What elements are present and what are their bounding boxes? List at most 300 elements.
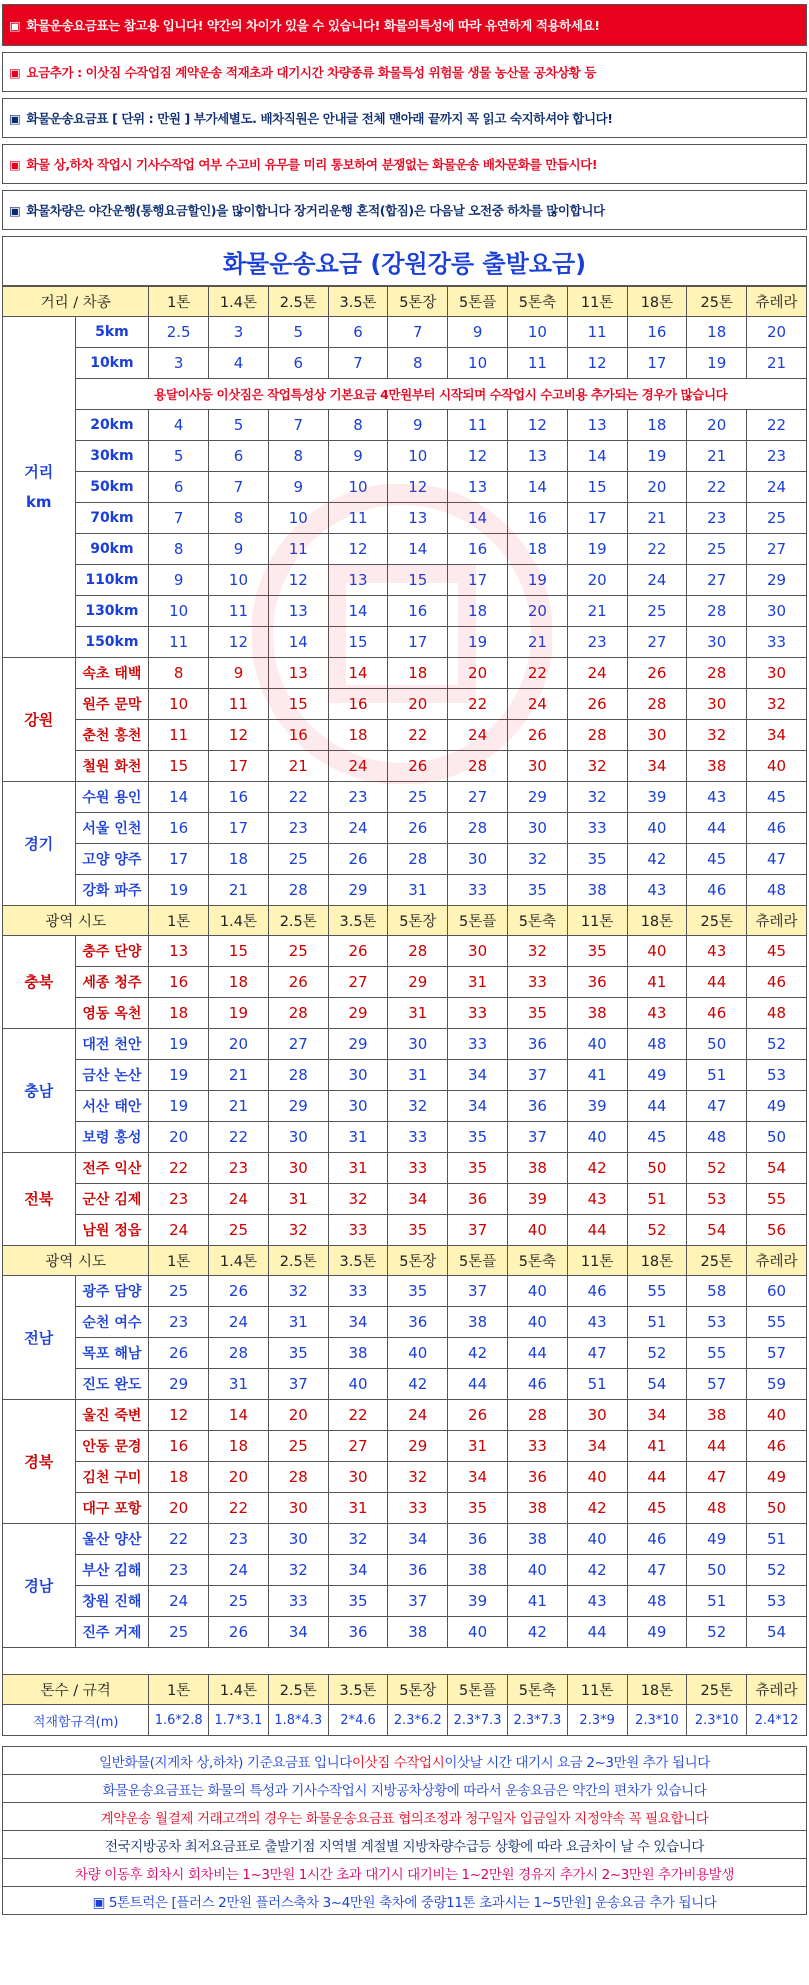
rate-cell: 4 <box>149 410 209 441</box>
rate-cell: 16 <box>149 967 209 998</box>
row-label: 창원 진해 <box>75 1586 149 1617</box>
dimension-cell: 1.7*3.1 <box>209 1705 269 1736</box>
vehicle-type-header: 1.4톤 <box>209 1675 269 1705</box>
rate-cell: 15 <box>149 751 209 782</box>
rate-cell: 35 <box>567 936 627 967</box>
rate-cell: 21 <box>507 627 567 658</box>
rate-cell: 13 <box>448 472 508 503</box>
rate-cell: 54 <box>747 1617 807 1648</box>
rate-cell: 27 <box>328 967 388 998</box>
rate-cell: 30 <box>328 1462 388 1493</box>
rate-cell: 32 <box>507 844 567 875</box>
rate-cell: 33 <box>747 627 807 658</box>
vehicle-type-header: 11톤 <box>567 1246 627 1276</box>
rate-cell: 18 <box>448 596 508 627</box>
rate-cell: 49 <box>687 1524 747 1555</box>
rate-cell: 31 <box>388 998 448 1029</box>
rate-cell: 23 <box>149 1184 209 1215</box>
rate-cell: 32 <box>687 720 747 751</box>
footer-text: 이삿날 시간 대기시 요금 2~3만원 추가 됩니다 <box>444 1754 710 1771</box>
rate-cell: 16 <box>328 689 388 720</box>
table-row <box>3 1276 807 1307</box>
rate-cell: 57 <box>687 1369 747 1400</box>
rate-cell: 38 <box>687 751 747 782</box>
rate-cell: 41 <box>627 1431 687 1462</box>
row-label: 대전 천안 <box>75 1029 149 1060</box>
row-label: 영동 옥천 <box>75 998 149 1029</box>
rate-cell: 28 <box>268 1060 328 1091</box>
rate-cell: 25 <box>268 1431 328 1462</box>
rate-cell: 46 <box>507 1369 567 1400</box>
row-label: 대구 포항 <box>75 1493 149 1524</box>
rate-cell: 4 <box>209 348 269 379</box>
rate-cell: 34 <box>388 1524 448 1555</box>
rate-cell: 16 <box>268 720 328 751</box>
rate-cell: 40 <box>507 1555 567 1586</box>
rate-cell: 22 <box>388 720 448 751</box>
table-row <box>3 534 807 565</box>
rate-cell: 50 <box>747 1122 807 1153</box>
rate-cell: 37 <box>507 1060 567 1091</box>
rate-cell: 15 <box>567 472 627 503</box>
row-label: 군산 김제 <box>75 1184 149 1215</box>
rate-cell: 35 <box>567 844 627 875</box>
rate-cell: 33 <box>388 1493 448 1524</box>
dimension-row <box>3 1705 807 1736</box>
rate-cell: 47 <box>567 1338 627 1369</box>
rate-cell: 13 <box>507 441 567 472</box>
rate-cell: 42 <box>448 1338 508 1369</box>
rate-cell: 26 <box>567 689 627 720</box>
rate-cell: 32 <box>507 936 567 967</box>
dimension-cell: 2.3*7.3 <box>507 1705 567 1736</box>
rate-cell: 20 <box>268 1400 328 1431</box>
rate-cell: 23 <box>268 813 328 844</box>
vehicle-type-header: 25톤 <box>687 1675 747 1705</box>
rate-cell: 45 <box>747 782 807 813</box>
rate-cell: 28 <box>268 998 328 1029</box>
rate-cell: 22 <box>687 472 747 503</box>
rate-cell: 44 <box>507 1338 567 1369</box>
vehicle-type-header: 25톤 <box>687 1246 747 1276</box>
rate-cell: 45 <box>627 1122 687 1153</box>
rate-cell: 30 <box>627 720 687 751</box>
rate-cell: 39 <box>567 1091 627 1122</box>
rate-cell: 9 <box>149 565 209 596</box>
rate-cell: 34 <box>567 1431 627 1462</box>
rate-cell: 46 <box>747 967 807 998</box>
rate-cell: 37 <box>268 1369 328 1400</box>
rate-cell: 30 <box>268 1153 328 1184</box>
table-row <box>3 875 807 906</box>
rate-cell: 29 <box>268 1091 328 1122</box>
table-row <box>3 1215 807 1246</box>
rate-cell: 33 <box>328 1215 388 1246</box>
rate-cell: 11 <box>328 503 388 534</box>
rate-cell: 26 <box>209 1276 269 1307</box>
header-first-cell: 거리 / 차종 <box>3 287 149 317</box>
row-label: 서울 인천 <box>75 813 149 844</box>
top-notices <box>2 4 807 230</box>
rate-cell: 11 <box>209 689 269 720</box>
rate-cell: 53 <box>687 1184 747 1215</box>
rate-cell: 23 <box>209 1153 269 1184</box>
rate-cell: 38 <box>328 1338 388 1369</box>
rate-cell: 43 <box>687 782 747 813</box>
rate-cell: 45 <box>627 1493 687 1524</box>
rate-cell: 20 <box>209 1029 269 1060</box>
vehicle-type-header: 3.5톤 <box>328 906 388 936</box>
rate-cell: 36 <box>507 1091 567 1122</box>
footer-line <box>2 1746 807 1775</box>
rate-cell: 33 <box>448 1029 508 1060</box>
table-row <box>3 1431 807 1462</box>
rate-cell: 53 <box>747 1586 807 1617</box>
dimension-cell: 2.3*10 <box>687 1705 747 1736</box>
row-label: 광주 담양 <box>75 1276 149 1307</box>
row-label: 남원 정읍 <box>75 1215 149 1246</box>
vehicle-type-header: 5톤플 <box>448 1246 508 1276</box>
rate-cell: 17 <box>149 844 209 875</box>
vehicle-type-header: 5톤축 <box>507 1675 567 1705</box>
rate-cell: 28 <box>687 658 747 689</box>
rate-cell: 16 <box>388 596 448 627</box>
rate-cell: 26 <box>328 936 388 967</box>
rate-cell: 27 <box>448 782 508 813</box>
row-label: 울산 양산 <box>75 1524 149 1555</box>
rate-cell: 32 <box>328 1524 388 1555</box>
rate-cell: 46 <box>687 998 747 1029</box>
rate-cell: 42 <box>507 1617 567 1648</box>
footer-text: 전국지방공차 최저요금표로 출발기점 지역별 계절별 지방차량수급등 상황에 따라 요금차이 날 수 있습니다 <box>104 1838 704 1855</box>
vehicle-type-header: 2.5톤 <box>268 906 328 936</box>
rate-cell: 24 <box>328 751 388 782</box>
footer-text: 일반화물(지게차 상,하차) 기준요금표 입니다 <box>99 1754 352 1771</box>
notice-text: 화물차량은 야간운행(통행요금할인)을 많이합니다 장거리운행 혼적(합짐)은 다음날 오전중 하차를 많이합니다 <box>26 203 605 218</box>
rate-cell: 29 <box>328 998 388 1029</box>
rate-cell: 56 <box>747 1215 807 1246</box>
rate-cell: 8 <box>149 658 209 689</box>
rate-cell: 31 <box>209 1369 269 1400</box>
footer-line <box>2 1886 807 1915</box>
rate-cell: 32 <box>268 1276 328 1307</box>
rate-cell: 10 <box>448 348 508 379</box>
rate-cell: 42 <box>388 1369 448 1400</box>
rate-cell: 26 <box>448 1400 508 1431</box>
rate-cell: 44 <box>567 1617 627 1648</box>
rate-cell: 49 <box>747 1462 807 1493</box>
rate-cell: 13 <box>268 658 328 689</box>
rate-cell: 32 <box>268 1555 328 1586</box>
header-first-cell: 톤수 / 규격 <box>3 1675 149 1705</box>
rate-cell: 34 <box>328 1555 388 1586</box>
table-row <box>3 1555 807 1586</box>
rate-cell: 12 <box>507 410 567 441</box>
dimension-cell: 2.3*6.2 <box>388 1705 448 1736</box>
rate-cell: 16 <box>209 782 269 813</box>
rate-cell: 45 <box>747 936 807 967</box>
vehicle-type-header: 25톤 <box>687 906 747 936</box>
page-title: 화물운송요금 (강원강릉 출발요금) <box>2 236 807 286</box>
rate-cell: 14 <box>507 472 567 503</box>
rate-cell: 9 <box>268 472 328 503</box>
rate-cell: 10 <box>149 596 209 627</box>
rate-cell: 40 <box>448 1617 508 1648</box>
rate-cell: 18 <box>328 720 388 751</box>
rate-cell: 22 <box>747 410 807 441</box>
rate-cell: 34 <box>448 1462 508 1493</box>
dimension-cell: 2.3*9 <box>567 1705 627 1736</box>
rate-cell: 30 <box>448 936 508 967</box>
rate-cell: 29 <box>388 967 448 998</box>
row-label: 금산 논산 <box>75 1060 149 1091</box>
rate-cell: 23 <box>149 1555 209 1586</box>
rate-cell: 41 <box>507 1586 567 1617</box>
rate-cell: 52 <box>747 1555 807 1586</box>
rate-cell: 33 <box>388 1153 448 1184</box>
rate-cell: 54 <box>747 1153 807 1184</box>
vehicle-type-header: 3.5톤 <box>328 1675 388 1705</box>
rate-cell: 25 <box>268 844 328 875</box>
rate-cell: 37 <box>507 1122 567 1153</box>
rate-cell: 31 <box>268 1184 328 1215</box>
rate-cell: 23 <box>747 441 807 472</box>
row-label: 진주 거제 <box>75 1617 149 1648</box>
rate-cell: 43 <box>567 1184 627 1215</box>
rate-cell: 17 <box>209 813 269 844</box>
rate-cell: 31 <box>328 1153 388 1184</box>
table-row <box>3 1462 807 1493</box>
table-row <box>3 503 807 534</box>
distance-group-label <box>3 317 76 658</box>
distance-unit-label: km <box>25 493 52 511</box>
rate-cell: 14 <box>448 503 508 534</box>
rate-cell: 43 <box>627 875 687 906</box>
vehicle-type-header: 5톤플 <box>448 1675 508 1705</box>
rate-cell: 26 <box>388 751 448 782</box>
rate-cell: 21 <box>209 875 269 906</box>
table-row <box>3 348 807 379</box>
rate-cell: 28 <box>268 875 328 906</box>
dimension-cell: 2*4.6 <box>328 1705 388 1736</box>
table-row <box>3 1493 807 1524</box>
rate-cell: 21 <box>268 751 328 782</box>
rate-cell: 38 <box>507 1153 567 1184</box>
rate-cell: 8 <box>388 348 448 379</box>
rate-cell: 52 <box>747 1029 807 1060</box>
rate-cell: 46 <box>747 1431 807 1462</box>
rate-cell: 31 <box>388 1060 448 1091</box>
rate-table <box>2 286 807 1736</box>
rate-cell: 24 <box>149 1215 209 1246</box>
rate-cell: 38 <box>507 1493 567 1524</box>
rate-cell: 52 <box>687 1617 747 1648</box>
rate-cell: 6 <box>268 348 328 379</box>
spec-header-row <box>3 1675 807 1705</box>
rate-cell: 36 <box>388 1555 448 1586</box>
rate-cell: 17 <box>388 627 448 658</box>
table-row <box>3 936 807 967</box>
rate-cell: 38 <box>567 998 627 1029</box>
rate-cell: 11 <box>149 627 209 658</box>
rate-cell: 16 <box>627 317 687 348</box>
rate-cell: 55 <box>747 1184 807 1215</box>
spacer-cell <box>3 1648 807 1675</box>
rate-cell: 55 <box>747 1307 807 1338</box>
rate-cell: 49 <box>627 1617 687 1648</box>
rate-cell: 25 <box>687 534 747 565</box>
rate-cell: 42 <box>627 844 687 875</box>
rate-cell: 30 <box>507 751 567 782</box>
rate-cell: 33 <box>507 1431 567 1462</box>
rate-cell: 33 <box>507 967 567 998</box>
region-label: 충남 <box>3 1029 76 1153</box>
table-row <box>3 1060 807 1091</box>
rate-cell: 14 <box>209 1400 269 1431</box>
rate-cell: 40 <box>328 1369 388 1400</box>
vehicle-type-header: 1톤 <box>149 1246 209 1276</box>
table-row <box>3 472 807 503</box>
rate-cell: 60 <box>747 1276 807 1307</box>
rate-cell: 6 <box>209 441 269 472</box>
rate-cell: 15 <box>268 689 328 720</box>
row-label: 110km <box>75 565 149 596</box>
rate-cell: 20 <box>149 1122 209 1153</box>
rate-cell: 23 <box>209 1524 269 1555</box>
rate-cell: 26 <box>627 658 687 689</box>
row-label: 50km <box>75 472 149 503</box>
row-label: 70km <box>75 503 149 534</box>
rate-cell: 34 <box>627 751 687 782</box>
rate-cell: 27 <box>328 1431 388 1462</box>
table-row <box>3 658 807 689</box>
rate-cell: 14 <box>388 534 448 565</box>
footer-notes <box>2 1746 807 1915</box>
footer-line <box>2 1830 807 1859</box>
rate-cell: 26 <box>507 720 567 751</box>
rate-cell: 34 <box>627 1400 687 1431</box>
rate-cell: 14 <box>149 782 209 813</box>
table-row <box>3 1091 807 1122</box>
rate-cell: 28 <box>268 1462 328 1493</box>
rate-cell: 28 <box>627 689 687 720</box>
rate-cell: 42 <box>567 1555 627 1586</box>
rate-cell: 18 <box>507 534 567 565</box>
rate-cell: 38 <box>687 1400 747 1431</box>
rate-cell: 26 <box>328 844 388 875</box>
table-row <box>3 1586 807 1617</box>
row-label: 보령 홍성 <box>75 1122 149 1153</box>
rate-cell: 7 <box>149 503 209 534</box>
rate-cell: 23 <box>687 503 747 534</box>
notice-text: 화물 상,하차 작업시 기사수작업 여부 수고비 유무를 미리 통보하여 분쟁없는 화물운송 배차문화를 만듭시다! <box>26 157 598 172</box>
notice-marker-icon: ▣ <box>9 202 21 218</box>
table-row <box>3 689 807 720</box>
vehicle-type-header: 18톤 <box>627 287 687 317</box>
rate-cell: 50 <box>747 1493 807 1524</box>
rate-cell: 51 <box>687 1586 747 1617</box>
rate-cell: 33 <box>388 1122 448 1153</box>
vehicle-type-header: 2.5톤 <box>268 287 328 317</box>
rate-cell: 28 <box>448 751 508 782</box>
row-label: 5km <box>75 317 149 348</box>
rate-cell: 22 <box>448 689 508 720</box>
row-label: 충주 단양 <box>75 936 149 967</box>
rate-cell: 40 <box>627 936 687 967</box>
notice-bar <box>2 190 807 230</box>
rate-cell: 21 <box>209 1060 269 1091</box>
rate-cell: 21 <box>209 1091 269 1122</box>
row-label: 목포 해남 <box>75 1338 149 1369</box>
rate-cell: 24 <box>209 1184 269 1215</box>
rate-cell: 13 <box>268 596 328 627</box>
rate-cell: 22 <box>209 1493 269 1524</box>
vehicle-type-header: 1.4톤 <box>209 1246 269 1276</box>
region-header-row <box>3 906 807 936</box>
rate-cell: 12 <box>209 627 269 658</box>
rate-cell: 10 <box>388 441 448 472</box>
rate-cell: 25 <box>627 596 687 627</box>
rate-cell: 47 <box>687 1091 747 1122</box>
rate-cell: 31 <box>448 1431 508 1462</box>
rate-cell: 30 <box>507 813 567 844</box>
table-row <box>3 1400 807 1431</box>
rate-cell: 19 <box>149 1029 209 1060</box>
rate-cell: 30 <box>268 1493 328 1524</box>
rate-cell: 12 <box>149 1400 209 1431</box>
vehicle-type-header: 1.4톤 <box>209 287 269 317</box>
rate-cell: 40 <box>388 1338 448 1369</box>
vehicle-type-header: 5톤축 <box>507 906 567 936</box>
rate-cell: 9 <box>448 317 508 348</box>
rate-cell: 14 <box>268 627 328 658</box>
rate-cell: 43 <box>567 1586 627 1617</box>
region-header-row <box>3 1246 807 1276</box>
rate-cell: 38 <box>448 1555 508 1586</box>
rate-cell: 30 <box>328 1091 388 1122</box>
rate-cell: 58 <box>687 1276 747 1307</box>
header-first-cell: 광역 시도 <box>3 906 149 936</box>
rate-cell: 24 <box>209 1307 269 1338</box>
rate-cell: 20 <box>209 1462 269 1493</box>
rate-cell: 20 <box>687 410 747 441</box>
rate-cell: 8 <box>149 534 209 565</box>
row-label: 수원 용인 <box>75 782 149 813</box>
table-row <box>3 627 807 658</box>
table-row <box>3 565 807 596</box>
rate-cell: 36 <box>507 1462 567 1493</box>
rate-cell: 51 <box>747 1524 807 1555</box>
rate-cell: 29 <box>388 1431 448 1462</box>
rate-cell: 25 <box>747 503 807 534</box>
rate-cell: 26 <box>149 1338 209 1369</box>
rate-cell: 32 <box>747 689 807 720</box>
moving-notice: 용달이사등 이삿짐은 작업특성상 기본요금 4만원부터 시작되며 수작업시 수고비용 추가되는 경우가 많습니다 <box>75 379 807 410</box>
rate-cell: 49 <box>627 1060 687 1091</box>
vehicle-type-header: 1톤 <box>149 287 209 317</box>
rate-cell: 17 <box>448 565 508 596</box>
rate-cell: 13 <box>328 565 388 596</box>
rate-cell: 36 <box>448 1524 508 1555</box>
rate-cell: 36 <box>328 1617 388 1648</box>
rate-cell: 17 <box>627 348 687 379</box>
rate-cell: 20 <box>567 565 627 596</box>
rate-cell: 44 <box>687 967 747 998</box>
rate-cell: 25 <box>149 1617 209 1648</box>
rate-cell: 20 <box>507 596 567 627</box>
rate-cell: 9 <box>388 410 448 441</box>
footer-text: 화물운송요금표는 화물의 특성과 기사수작업시 지방공차상황에 따라서 운송요금은 약간의 편차가 있습니다 <box>102 1782 707 1799</box>
